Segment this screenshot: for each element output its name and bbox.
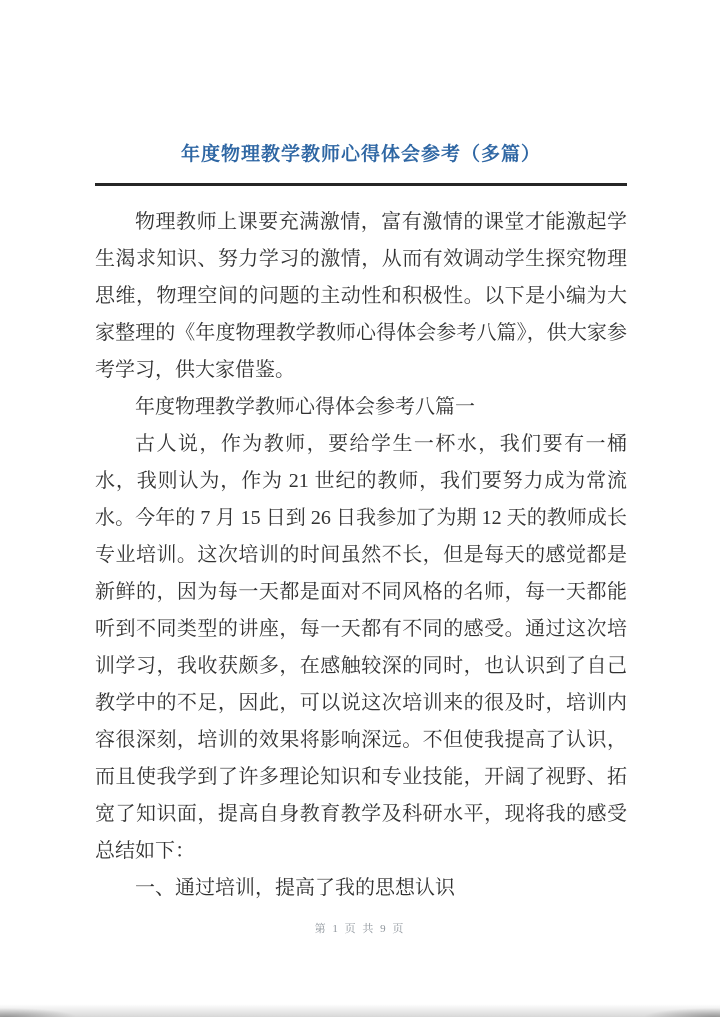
- paragraph-intro: 物理教师上课要充满激情，富有激情的课堂才能激起学生渴求知识、努力学习的激情，从而有效调动学生探究物理思维，物理空间的问题的主动性和积极性。以下是小编为大家整理的《年度物理教学教师心得体会参考八篇》，供大家参考学习，供大家借鉴。: [95, 211, 627, 381]
- document-title: 年度物理教学教师心得体会参考（多篇）: [180, 144, 541, 165]
- page-bottom-shadow: [0, 1004, 720, 1017]
- page-number-text: 第 1 页 共 9 页: [314, 923, 406, 935]
- page-footer: [0, 922, 720, 937]
- paragraph-subheading: 一、通过培训，提高了我的思想认识: [135, 877, 455, 899]
- document-body: [95, 204, 627, 907]
- paragraph-main: 古人说，作为教师，要给学生一杯水，我们要有一桶水，我则认为，作为 21 世纪的教师，我们要努力成为常流水。今年的 7 月 15 日到 26 日我参加了为期 12 天的教师成长专业培训。这次培训的时间虽然不长，但是每天的感觉都是新鲜的，因为每一天都是面对不同风格的名师，每一天都能听到不同类型的讲座，每一天都有不同的感受。通过这次培训学习，我收获颇多，在感触较深的同时，也认识到了自己教学中的不足，因此，可以说这次培训来的很及时，培训内容很深刻，培训的效果将影响深远。不但使我提高了认识，而且使我学到了许多理论知识和专业技能，开阔了视野、拓宽了知识面，提高自身教育教学及科研水平，现将我的感受总结如下：: [95, 433, 627, 862]
- title-divider: [95, 183, 627, 186]
- paragraph-section-heading: 年度物理教学教师心得体会参考八篇一: [135, 396, 475, 418]
